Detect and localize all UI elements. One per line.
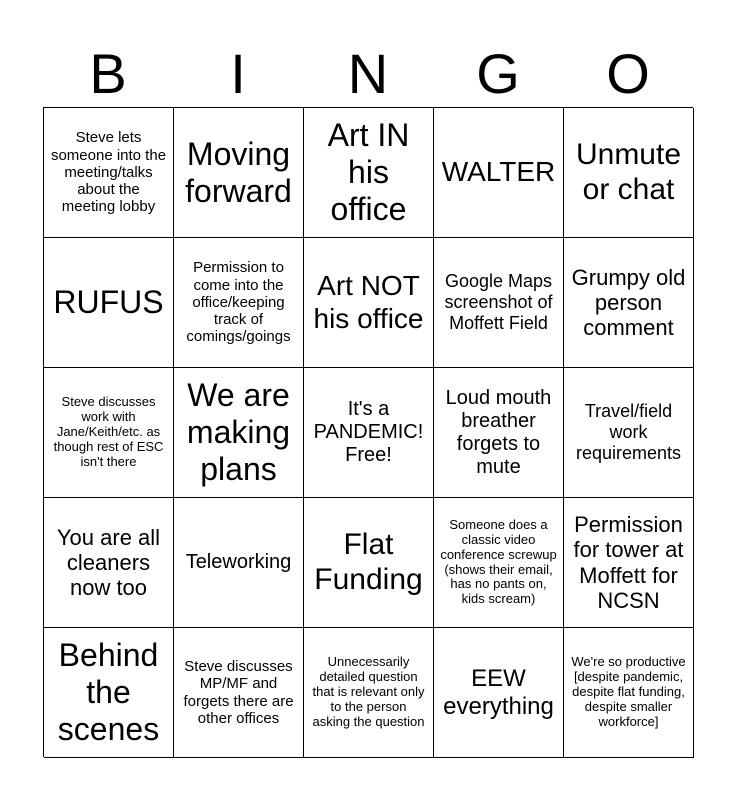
bingo-cell-9[interactable]: Google Maps screenshot of Moffett Field (434, 238, 564, 368)
bingo-cell-14[interactable]: Loud mouth breather forgets to mute (434, 368, 564, 498)
bingo-cell-23[interactable]: Unnecessarily detailed question that is relevant only to the person asking the question (304, 628, 434, 758)
header-letter-b: B (89, 42, 127, 105)
bingo-cell-25[interactable]: We're so productive [despite pandemic, despite flat funding, despite smaller workforce] (564, 628, 694, 758)
header-letter-g: G (476, 42, 520, 105)
bingo-header (43, 40, 693, 108)
bingo-cell-8[interactable]: Art NOT his office (304, 238, 434, 368)
header-letter-n: N (347, 42, 389, 105)
bingo-cell-7[interactable]: Permission to come into the office/keeping track of comings/goings (174, 238, 304, 368)
header-letter-i: I (230, 42, 246, 105)
bingo-cell-21[interactable]: Behind the scenes (44, 628, 174, 758)
bingo-cell-3[interactable]: Art IN his office (304, 108, 434, 238)
bingo-cell-20[interactable]: Permission for tower at Moffett for NCSN (564, 498, 694, 628)
bingo-cell-18[interactable]: Flat Funding (304, 498, 434, 628)
bingo-cell-17[interactable]: Teleworking (174, 498, 304, 628)
bingo-card (43, 107, 693, 757)
bingo-cell-5[interactable]: Unmute or chat (564, 108, 694, 238)
bingo-cell-4[interactable]: WALTER (434, 108, 564, 238)
bingo-cell-16[interactable]: You are all cleaners now too (44, 498, 174, 628)
bingo-cell-22[interactable]: Steve discusses MP/MF and forgets there are other offices (174, 628, 304, 758)
bingo-cell-1[interactable]: Steve lets someone into the meeting/talks about the meeting lobby (44, 108, 174, 238)
bingo-cell-13[interactable]: It's a PANDEMIC! Free! (304, 368, 434, 498)
bingo-cell-6[interactable]: RUFUS (44, 238, 174, 368)
header-letter-o: O (606, 42, 650, 105)
bingo-cell-12[interactable]: We are making plans (174, 368, 304, 498)
bingo-cell-24[interactable]: EEW everything (434, 628, 564, 758)
bingo-cell-15[interactable]: Travel/field work requirements (564, 368, 694, 498)
bingo-cell-11[interactable]: Steve discusses work with Jane/Keith/etc. as though rest of ESC isn't there (44, 368, 174, 498)
bingo-cell-2[interactable]: Moving forward (174, 108, 304, 238)
bingo-cell-19[interactable]: Someone does a classic video conference screwup (shows their email, has no pants on, kids scream) (434, 498, 564, 628)
bingo-cell-10[interactable]: Grumpy old person comment (564, 238, 694, 368)
